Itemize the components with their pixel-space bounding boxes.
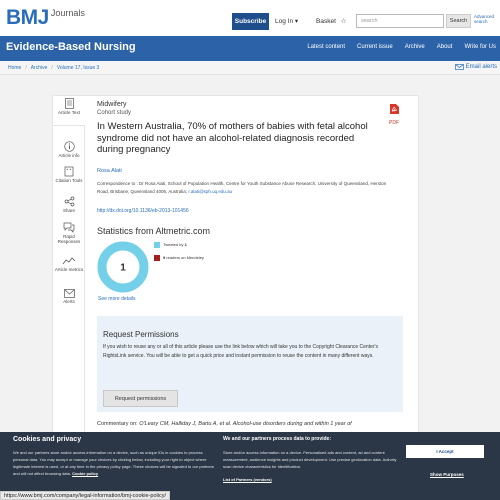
accept-cookies-button[interactable]: I Accept <box>406 445 484 458</box>
breadcrumb-separator: / <box>51 65 53 71</box>
permissions-heading: Request Permissions <box>103 330 179 339</box>
advanced-search-link[interactable]: Advanced search <box>474 14 495 24</box>
commentary-citation: O'Leary CM, Halliday J, Bartu A, et al. Alcohol-use disorders during and within 1 year of <box>139 421 352 427</box>
nav-links <box>307 44 496 50</box>
email-alerts-label: Email alerts <box>465 64 497 70</box>
logo-text: BMJ <box>6 6 49 29</box>
mendeley-swatch <box>154 255 160 261</box>
nav-latest-content[interactable]: Latest content <box>307 44 346 50</box>
cookie-purposes-text: Store and/or access information on a device. Personalised ads and content, ad and content measurement, audience insights and product development. Use precise geolocation data. Actively scan device characteristics for identification. <box>223 450 397 469</box>
sidebar-item-article-metrics[interactable] <box>53 256 85 272</box>
article-study-type: Cohort study <box>97 110 132 116</box>
sidebar-item-citation-tools[interactable] <box>53 166 85 183</box>
breadcrumb <box>0 61 500 75</box>
site-header <box>0 0 500 36</box>
logo-subtext: Journals <box>50 8 85 18</box>
nav-about[interactable]: About <box>436 44 453 50</box>
article-title: In Western Australia, 70% of mothers of babies with fetal alcohol syndrome did not have an alcohol-related diagnosis recorded during pregnancy <box>97 121 368 155</box>
legend-mendeley <box>154 254 204 261</box>
basket-icon: ☆ <box>340 18 347 25</box>
correspondence-text <box>97 180 397 196</box>
see-more-details-link[interactable]: See more details <box>98 296 136 302</box>
metrics-icon <box>62 256 76 266</box>
altmetric-heading: Statistics from Altmetric.com <box>97 226 211 236</box>
share-icon <box>64 196 75 207</box>
altmetric-donut[interactable] <box>96 240 150 294</box>
sidebar-item-rapid-responses[interactable] <box>53 222 85 244</box>
search-button[interactable]: Search <box>446 14 471 28</box>
sidebar-label: Article metrics <box>54 267 84 272</box>
doi-link[interactable]: http://dx.doi.org/10.1136/eb-2013-101456 <box>97 208 189 214</box>
cookie-text: We and our partners store and/or access information on a device, such as unique IDs in cookies to process personal data. You may accept or manage your choices by clicking below, including your right to object where legitimate interest is used, or at any time in the privacy policy page. These choices will be signaled to our partners and will not affect browsing data. <box>13 450 214 476</box>
twitter-swatch <box>154 242 160 248</box>
journal-navbar <box>0 36 500 61</box>
citation-icon <box>64 166 74 177</box>
request-permissions-box <box>97 316 403 412</box>
journal-title[interactable]: Evidence-Based Nursing <box>6 41 136 53</box>
email-alerts-link[interactable] <box>455 64 497 70</box>
breadcrumb-home[interactable]: Home <box>8 65 22 71</box>
basket-label: Basket <box>316 18 336 25</box>
article-card <box>52 95 419 440</box>
cookie-consent-banner <box>0 432 500 500</box>
commentary-line <box>97 421 407 427</box>
sidebar-label: Article info <box>58 153 80 158</box>
alerts-icon <box>64 289 75 298</box>
permissions-text: If you wish to reuse any or all of this article please use the link below which will take you to the Copyright Clearance Center's RightsLink service. You will be able to get a quick price and instant permission to reuse the content in many different ways. <box>103 344 378 359</box>
bmj-journals-logo[interactable] <box>6 8 85 28</box>
altmetric-legend <box>154 241 204 267</box>
request-permissions-button[interactable]: Request permissions <box>103 390 178 407</box>
article-subject[interactable]: Midwifery <box>97 101 127 108</box>
subscribe-button[interactable]: Subscribe <box>232 13 269 30</box>
cookie-purposes-title: We and our partners process data to provide: <box>223 436 331 442</box>
sidebar-item-article-info[interactable] <box>53 141 85 158</box>
sidebar-label: Rapid Responses <box>57 234 81 244</box>
sidebar-label: Citation Tools <box>55 178 83 183</box>
sidebar-item-alerts[interactable] <box>53 289 85 304</box>
legend-mendeley-text: 9 readers on Mendeley <box>163 255 204 260</box>
show-purposes-link[interactable]: Show Purposes <box>430 472 464 477</box>
search-input[interactable]: search <box>356 14 444 28</box>
nav-archive[interactable]: Archive <box>404 44 425 50</box>
vendors-link[interactable]: List of Partners (vendors) <box>223 477 272 482</box>
nav-write-for-us[interactable]: Write for Us <box>464 44 496 50</box>
sidebar-label: Alerts <box>63 299 75 304</box>
article-author[interactable]: Rosa Alati <box>97 168 122 174</box>
sidebar-item-share[interactable] <box>53 196 85 213</box>
article-sidebar <box>53 96 85 440</box>
envelope-icon <box>455 64 464 70</box>
status-bar-url: https://www.bmj.com/company/legal-information/bmj-cookie-policy/ <box>0 491 170 500</box>
article-info-icon <box>64 141 75 152</box>
pdf-download-link[interactable] <box>387 102 401 126</box>
sidebar-item-article-text[interactable] <box>53 96 85 126</box>
cookie-description <box>13 449 215 477</box>
article-text-icon <box>65 98 74 109</box>
breadcrumb-separator: / <box>25 65 27 71</box>
legend-twitter-text: Tweeted by 1 <box>163 242 187 247</box>
sidebar-label: Share <box>62 208 75 213</box>
basket-button[interactable] <box>316 17 347 25</box>
commentary-prefix: Commentary on: <box>97 421 140 427</box>
cookie-title: Cookies and privacy <box>13 436 82 443</box>
pdf-label: PDF <box>389 120 399 126</box>
login-button[interactable]: Log In ▾ <box>275 18 299 25</box>
breadcrumb-issue[interactable]: Volume 17, Issue 3 <box>56 65 100 71</box>
correspondence-email[interactable]: r.alati@sph.uq.edu.au <box>188 189 233 194</box>
altmetric-score: 1 <box>120 262 126 274</box>
legend-twitter <box>154 241 204 248</box>
sidebar-label: Article Text <box>58 110 80 115</box>
pdf-icon <box>389 103 400 115</box>
cookie-policy-link[interactable]: Cookie policy <box>72 471 99 476</box>
correspondence-address: Correspondence to : Dr Rosa Alati, School of Population Health, Centre for Youth Substance Abuse Research, University of Queensland, Herston Road, Brisbane, Queensland 4006, Australia; <box>97 181 387 194</box>
breadcrumb-archive[interactable]: Archive <box>30 65 48 71</box>
rapid-responses-icon <box>63 222 75 233</box>
nav-current-issue[interactable]: Current issue <box>357 44 393 50</box>
